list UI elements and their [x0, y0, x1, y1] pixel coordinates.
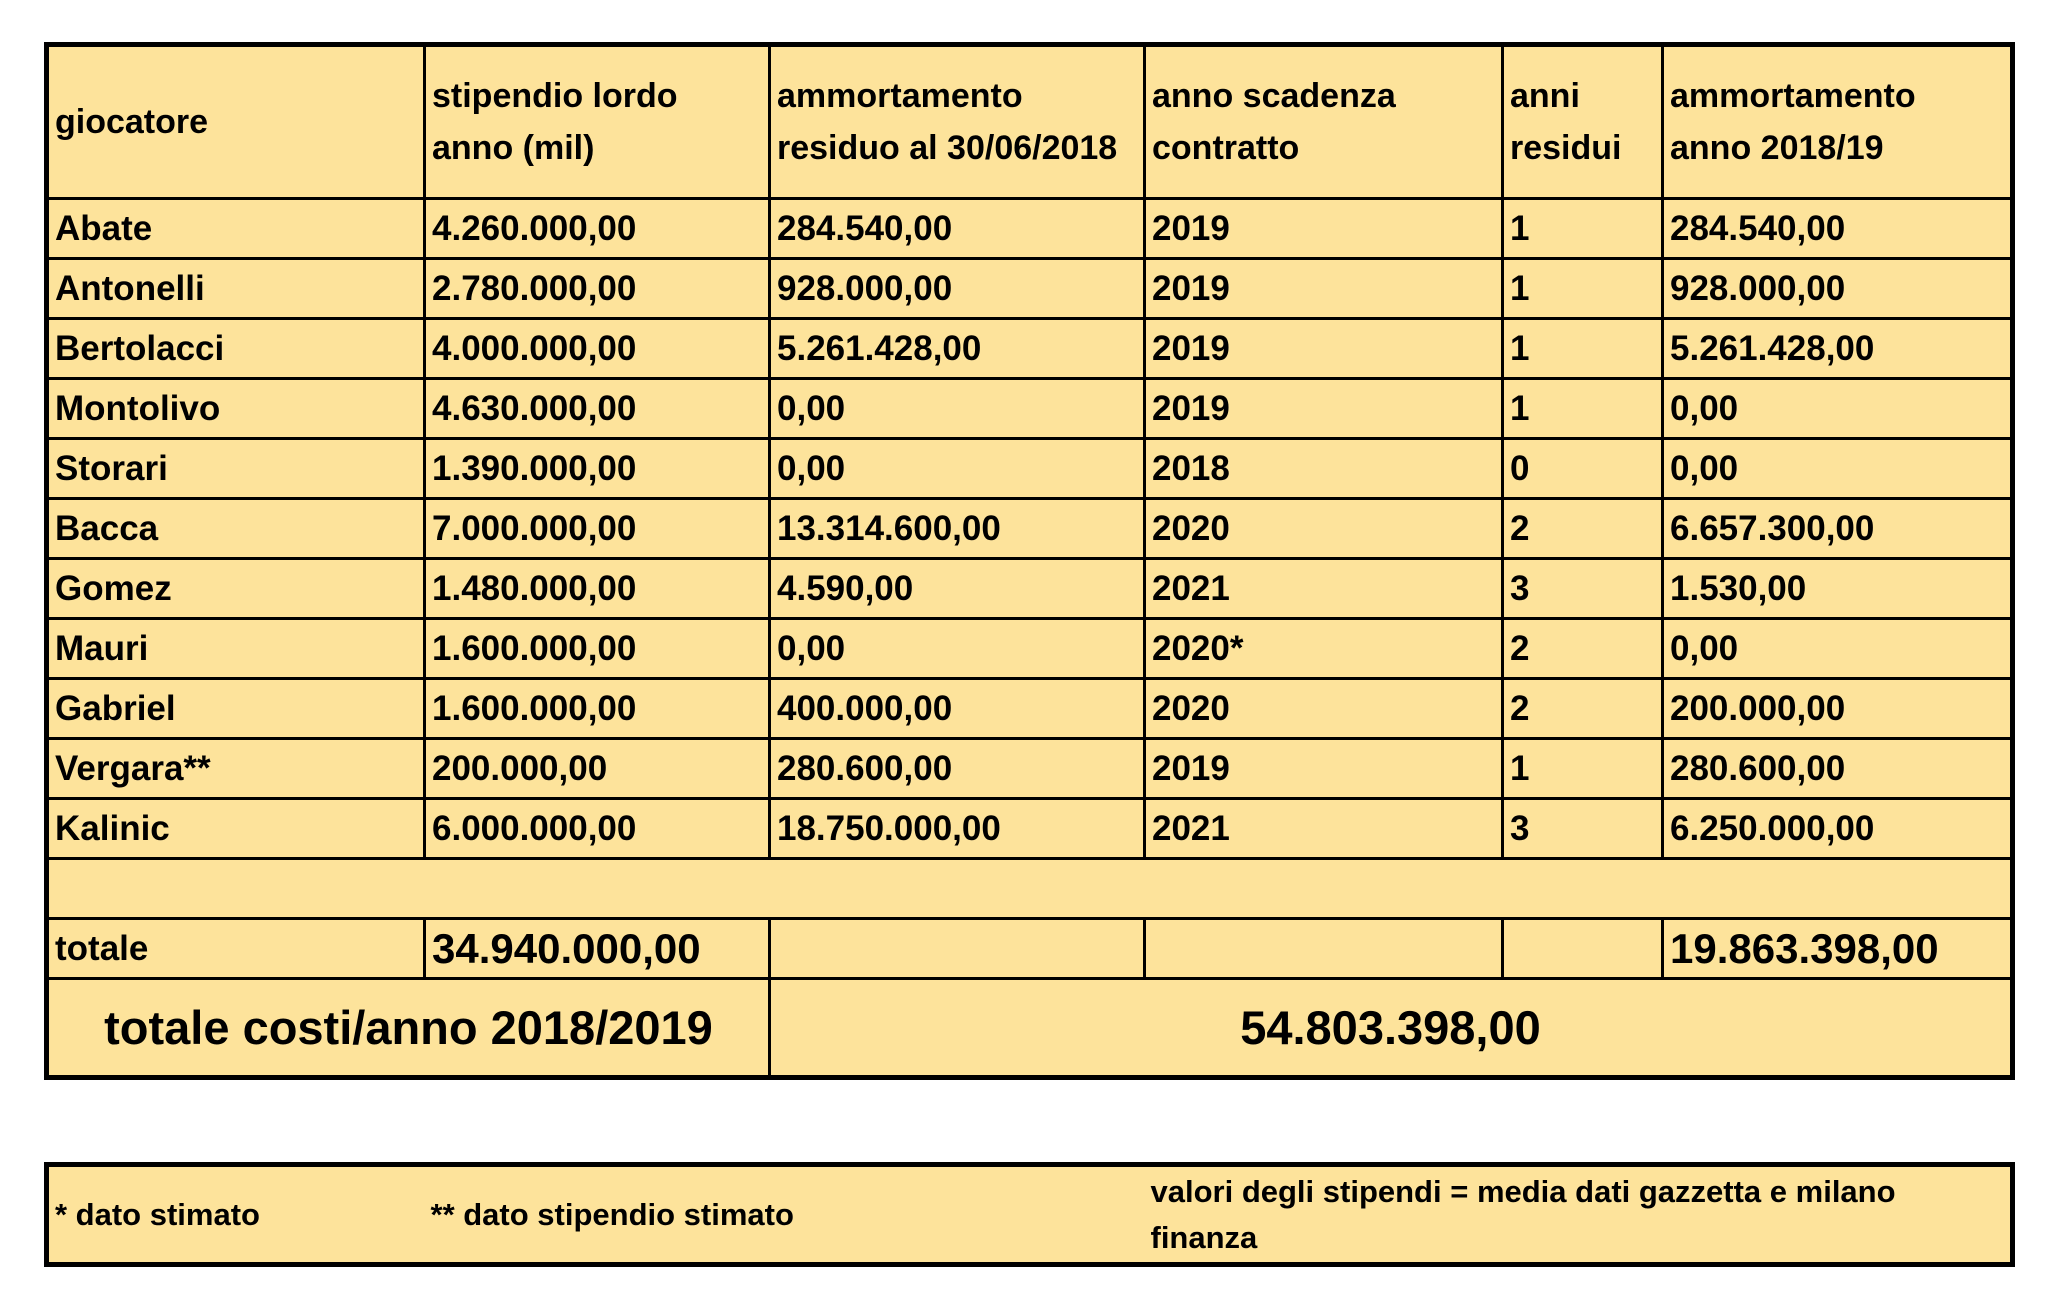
- cell-ammortamento-residuo: 18.750.000,00: [770, 799, 1145, 859]
- cell-stipendio: 1.600.000,00: [425, 619, 770, 679]
- cell-ammortamento-residuo: 0,00: [770, 379, 1145, 439]
- cell-anno-scadenza: 2019: [1145, 259, 1503, 319]
- total-ammortamento: 19.863.398,00: [1663, 919, 2013, 979]
- cell-stipendio: 1.600.000,00: [425, 679, 770, 739]
- header-ammortamento-anno: ammortamento anno 2018/19: [1663, 45, 2013, 199]
- cell-ammortamento-residuo: 4.590,00: [770, 559, 1145, 619]
- table-row: [47, 619, 2013, 679]
- cell-ammortamento-residuo: 13.314.600,00: [770, 499, 1145, 559]
- total-empty-cell: [1503, 919, 1663, 979]
- cell-ammortamento-anno: 6.657.300,00: [1663, 499, 2013, 559]
- cell-ammortamento-anno: 280.600,00: [1663, 739, 2013, 799]
- cell-anni-residui: 1: [1503, 739, 1663, 799]
- table-row: [47, 319, 2013, 379]
- cell-anni-residui: 1: [1503, 259, 1663, 319]
- empty-row: [47, 859, 2013, 919]
- grand-total-row: [47, 979, 2013, 1078]
- total-stipendio: 34.940.000,00: [425, 919, 770, 979]
- cell-anno-scadenza: 2021: [1145, 799, 1503, 859]
- cell-ammortamento-anno: 0,00: [1663, 619, 2013, 679]
- cell-ammortamento-anno: 5.261.428,00: [1663, 319, 2013, 379]
- cell-stipendio: 4.000.000,00: [425, 319, 770, 379]
- cell-stipendio: 4.260.000,00: [425, 199, 770, 259]
- cell-giocatore: Gomez: [47, 559, 425, 619]
- table-row: [47, 679, 2013, 739]
- total-row: [47, 919, 2013, 979]
- cell-ammortamento-residuo: 5.261.428,00: [770, 319, 1145, 379]
- cell-anni-residui: 1: [1503, 319, 1663, 379]
- cell-ammortamento-anno: 0,00: [1663, 439, 2013, 499]
- header-giocatore: giocatore: [47, 45, 425, 199]
- cell-giocatore: Bacca: [47, 499, 425, 559]
- cell-anni-residui: 1: [1503, 379, 1663, 439]
- grand-total-value: 54.803.398,00: [770, 979, 2013, 1078]
- note-fonte-stipendi: valori degli stipendi = media dati gazzetta e milano finanza: [1150, 1173, 1896, 1255]
- cell-giocatore: Mauri: [47, 619, 425, 679]
- cell-giocatore: Antonelli: [47, 259, 425, 319]
- cell-stipendio: 1.480.000,00: [425, 559, 770, 619]
- cell-anni-residui: 3: [1503, 559, 1663, 619]
- header-anni-residui: anni residui: [1503, 45, 1663, 199]
- total-empty-cell: [770, 919, 1145, 979]
- cell-anni-residui: 0: [1503, 439, 1663, 499]
- cell-giocatore: Abate: [47, 199, 425, 259]
- cell-ammortamento-anno: 0,00: [1663, 379, 2013, 439]
- cell-ammortamento-anno: 284.540,00: [1663, 199, 2013, 259]
- cell-anno-scadenza: 2020: [1145, 499, 1503, 559]
- cell-anni-residui: 3: [1503, 799, 1663, 859]
- cell-anni-residui: 2: [1503, 499, 1663, 559]
- table-row: [47, 199, 2013, 259]
- cell-anni-residui: 2: [1503, 679, 1663, 739]
- header-ammortamento-residuo: ammortamento residuo al 30/06/2018: [770, 45, 1145, 199]
- cell-stipendio: 7.000.000,00: [425, 499, 770, 559]
- cell-giocatore: Montolivo: [47, 379, 425, 439]
- total-label: totale: [47, 919, 425, 979]
- table-row: [47, 559, 2013, 619]
- cell-ammortamento-residuo: 284.540,00: [770, 199, 1145, 259]
- cell-anno-scadenza: 2019: [1145, 199, 1503, 259]
- cell-stipendio: 4.630.000,00: [425, 379, 770, 439]
- total-empty-cell: [1145, 919, 1503, 979]
- cell-ammortamento-anno: 928.000,00: [1663, 259, 2013, 319]
- table-row: [47, 379, 2013, 439]
- note-stipendio-stimato: ** dato stipendio stimato: [430, 1196, 794, 1232]
- cell-ammortamento-residuo: 0,00: [770, 439, 1145, 499]
- cell-anno-scadenza: 2020*: [1145, 619, 1503, 679]
- cell-ammortamento-anno: 6.250.000,00: [1663, 799, 2013, 859]
- empty-cell: [47, 859, 2013, 919]
- table-row: [47, 259, 2013, 319]
- table-header-row: [47, 45, 2013, 199]
- cell-ammortamento-residuo: 280.600,00: [770, 739, 1145, 799]
- cell-giocatore: Kalinic: [47, 799, 425, 859]
- cell-anno-scadenza: 2019: [1145, 379, 1503, 439]
- cell-giocatore: Bertolacci: [47, 319, 425, 379]
- cell-anno-scadenza: 2018: [1145, 439, 1503, 499]
- header-stipendio: stipendio lordo anno (mil): [425, 45, 770, 199]
- cell-stipendio: 1.390.000,00: [425, 439, 770, 499]
- cell-ammortamento-residuo: 0,00: [770, 619, 1145, 679]
- player-cost-table: [44, 42, 2015, 1080]
- table-row: [47, 799, 2013, 859]
- notes-box: [44, 1162, 2015, 1267]
- cell-stipendio: 200.000,00: [425, 739, 770, 799]
- cell-anno-scadenza: 2019: [1145, 319, 1503, 379]
- cost-sheet: [44, 42, 2010, 1255]
- cell-stipendio: 2.780.000,00: [425, 259, 770, 319]
- cell-giocatore: Vergara**: [47, 739, 425, 799]
- table-row: [47, 499, 2013, 559]
- cell-anni-residui: 1: [1503, 199, 1663, 259]
- cell-ammortamento-anno: 1.530,00: [1663, 559, 2013, 619]
- cell-anno-scadenza: 2020: [1145, 679, 1503, 739]
- cell-anno-scadenza: 2021: [1145, 559, 1503, 619]
- cell-ammortamento-anno: 200.000,00: [1663, 679, 2013, 739]
- cell-stipendio: 6.000.000,00: [425, 799, 770, 859]
- grand-total-label: totale costi/anno 2018/2019: [47, 979, 770, 1078]
- cell-anno-scadenza: 2019: [1145, 739, 1503, 799]
- cell-ammortamento-residuo: 928.000,00: [770, 259, 1145, 319]
- cell-giocatore: Storari: [47, 439, 425, 499]
- table-row: [47, 439, 2013, 499]
- header-anno-scadenza: anno scadenza contratto: [1145, 45, 1503, 199]
- table-row: [47, 739, 2013, 799]
- note-dato-stimato: * dato stimato: [55, 1196, 260, 1232]
- cell-giocatore: Gabriel: [47, 679, 425, 739]
- cell-ammortamento-residuo: 400.000,00: [770, 679, 1145, 739]
- cell-anni-residui: 2: [1503, 619, 1663, 679]
